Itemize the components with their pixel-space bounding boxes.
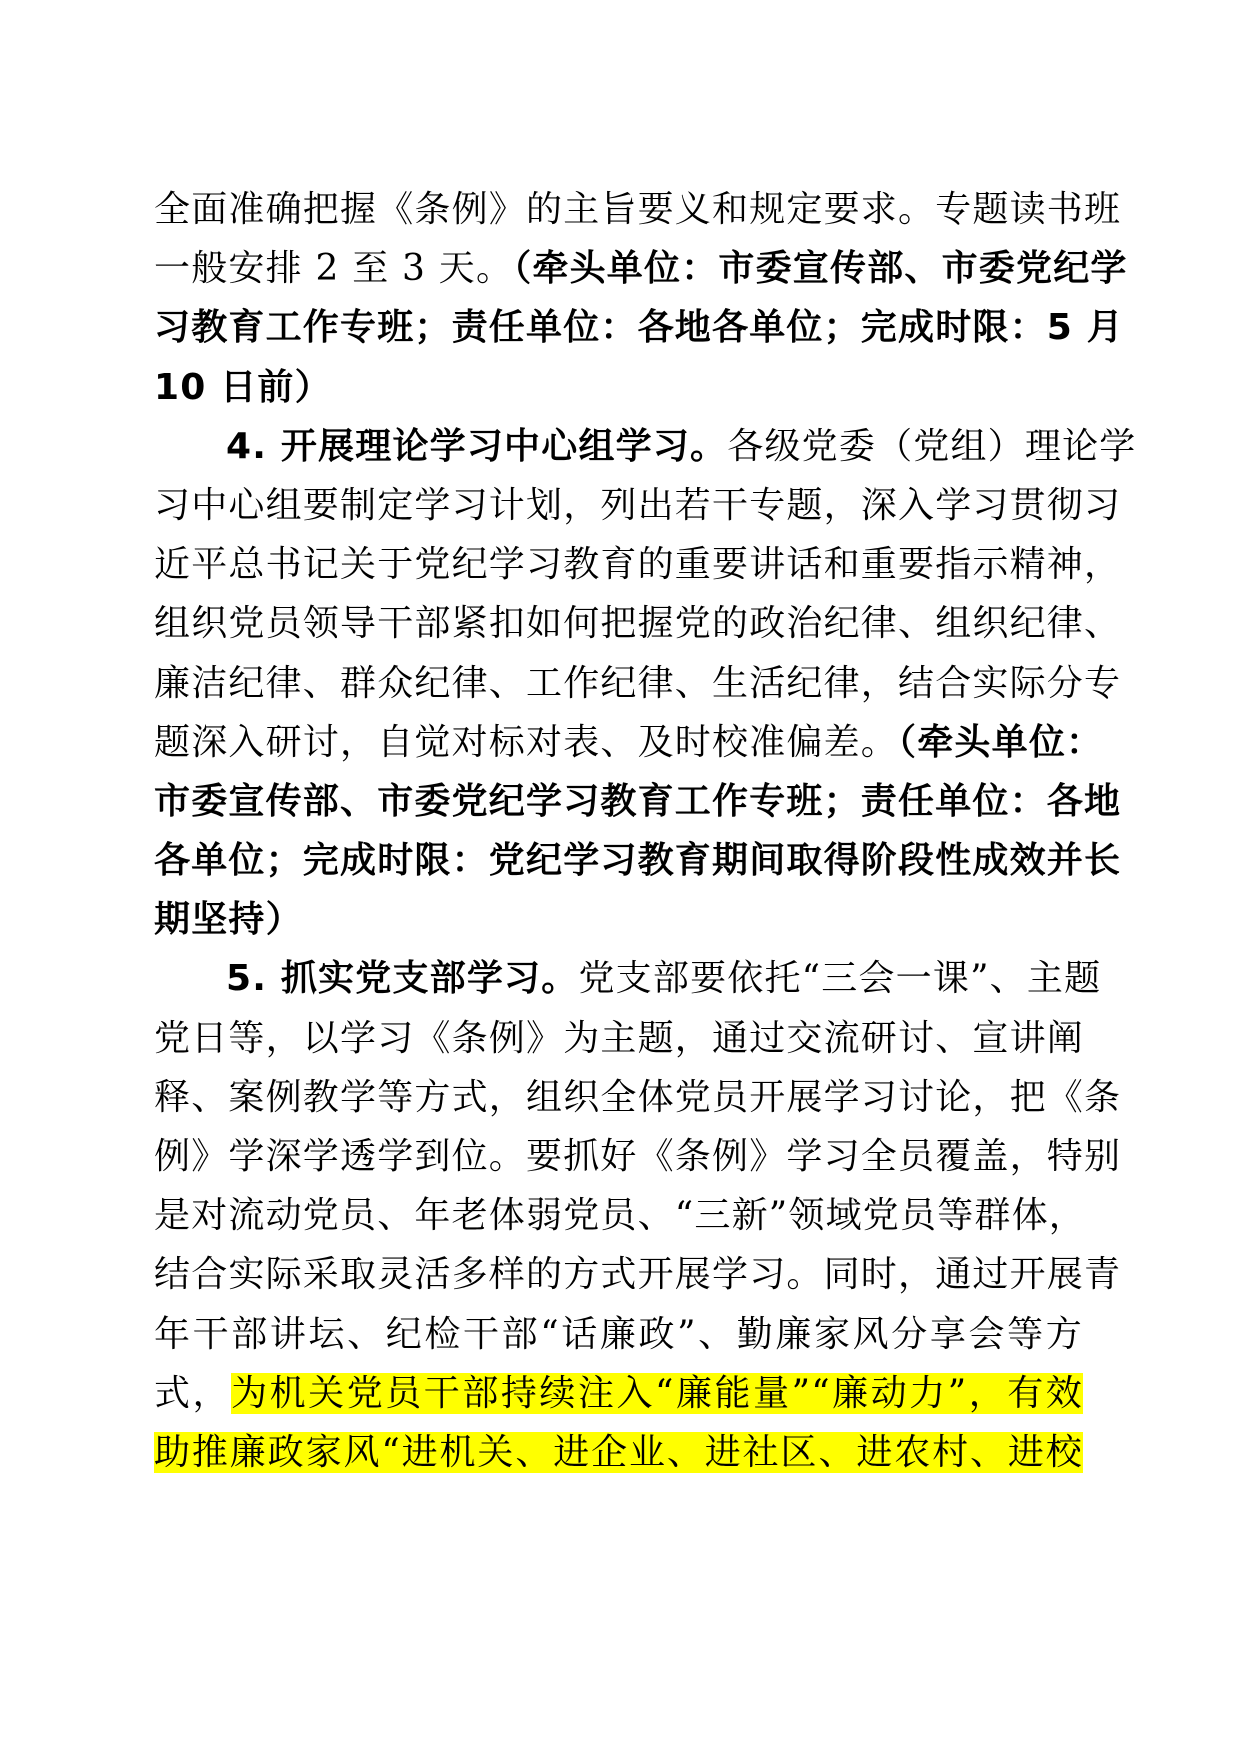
text-segment: 党支部要依托“三会一课”、主题: [578, 958, 1102, 1000]
text-line: [154, 1305, 1083, 1364]
text-segment: 式，: [154, 1372, 232, 1414]
text-line: [154, 1245, 1122, 1304]
text-segment: 各级党委（党组）理论学: [727, 425, 1137, 467]
text-segment: 释、案例教学等方式，组织全体党员开展学习讨论，把《条: [154, 1076, 1122, 1118]
responsibility-note: （牵头单位：市委宣传部、市委党纪学: [513, 248, 1128, 290]
text-segment: 例》学深学透学到位。要抓好《条例》学习全员覆盖，特别: [154, 1136, 1122, 1177]
text-segment: 组织党员领导干部紧扣如何把握党的政治纪律、组织纪律、: [154, 603, 1122, 645]
text-segment: 年干部讲坛、纪检干部“话廉政”、勤廉家风分享会等方: [154, 1313, 1083, 1355]
paragraph-3-continuation: [154, 180, 1128, 417]
responsibility-note: 期坚持）: [154, 899, 303, 941]
paragraph-4: [154, 417, 1137, 950]
section-heading: 5. 抓实党支部学习。: [226, 958, 579, 1000]
responsibility-note: （牵头单位：: [898, 721, 1104, 763]
text-line: [154, 358, 1083, 417]
text-line: [154, 1364, 1083, 1423]
text-segment: 习中心组要制定学习计划，列出若干专题，深入学习贯彻习: [154, 484, 1122, 526]
highlighted-text: 为机关党员干部持续注入“廉能量”“廉动力”，有效: [231, 1372, 1084, 1414]
text-segment: 近平总书记关于党纪学习教育的重要讲话和重要指示精神，: [154, 544, 1122, 586]
text-line: [154, 713, 1104, 772]
text-line: [154, 1068, 1122, 1127]
text-line: [154, 298, 1124, 357]
responsibility-note: 习教育工作专班；责任单位：各地各单位；完成时限：5 月: [154, 307, 1124, 349]
text-segment: 是对流动党员、年老体弱党员、“三新”领域党员等群体，: [154, 1195, 1087, 1237]
text-segment: 党日等，以学习《条例》为主题，通过交流研讨、宣讲阐: [154, 1017, 1085, 1059]
text-line: [154, 1009, 1083, 1068]
text-line: [154, 476, 1122, 535]
paragraph-5: [154, 949, 1122, 1482]
document-body: [154, 180, 1137, 1482]
responsibility-note: 市委宣传部、市委党纪学习教育工作专班；责任单位：各地: [154, 780, 1122, 822]
text-line: [154, 180, 1122, 239]
text-segment: 结合实际采取灵活多样的方式开展学习。同时，通过开展青: [154, 1254, 1122, 1296]
text-line: [154, 654, 1122, 713]
text-line: [154, 1186, 1087, 1245]
text-segment: 全面准确把握《条例》的主旨要义和规定要求。专题读书班: [154, 189, 1122, 230]
text-line: [154, 535, 1122, 594]
text-line: [154, 594, 1122, 653]
text-segment: 廉洁纪律、群众纪律、工作纪律、生活纪律，结合实际分专: [154, 662, 1122, 704]
text-segment: 一般安排 2 至 3 天。: [154, 248, 514, 290]
highlighted-text: 助推廉政家风“进机关、进企业、进社区、进农村、进校: [154, 1431, 1083, 1473]
text-line: [154, 1127, 1122, 1186]
text-segment: 题深入研讨，自觉对标对表、及时校准偏差。: [154, 721, 899, 763]
responsibility-note: 10 日前）: [154, 366, 332, 408]
text-line: [154, 1423, 1083, 1482]
text-line: [154, 831, 1122, 890]
text-line: [154, 890, 1083, 949]
section-heading: 4. 开展理论学习中心组学习。: [226, 425, 728, 467]
text-line: [154, 949, 1102, 1008]
text-line: [154, 239, 1128, 298]
responsibility-note: 各单位；完成时限：党纪学习教育期间取得阶段性成效并长: [154, 840, 1122, 882]
text-line: [154, 772, 1122, 831]
text-line: [154, 417, 1137, 476]
